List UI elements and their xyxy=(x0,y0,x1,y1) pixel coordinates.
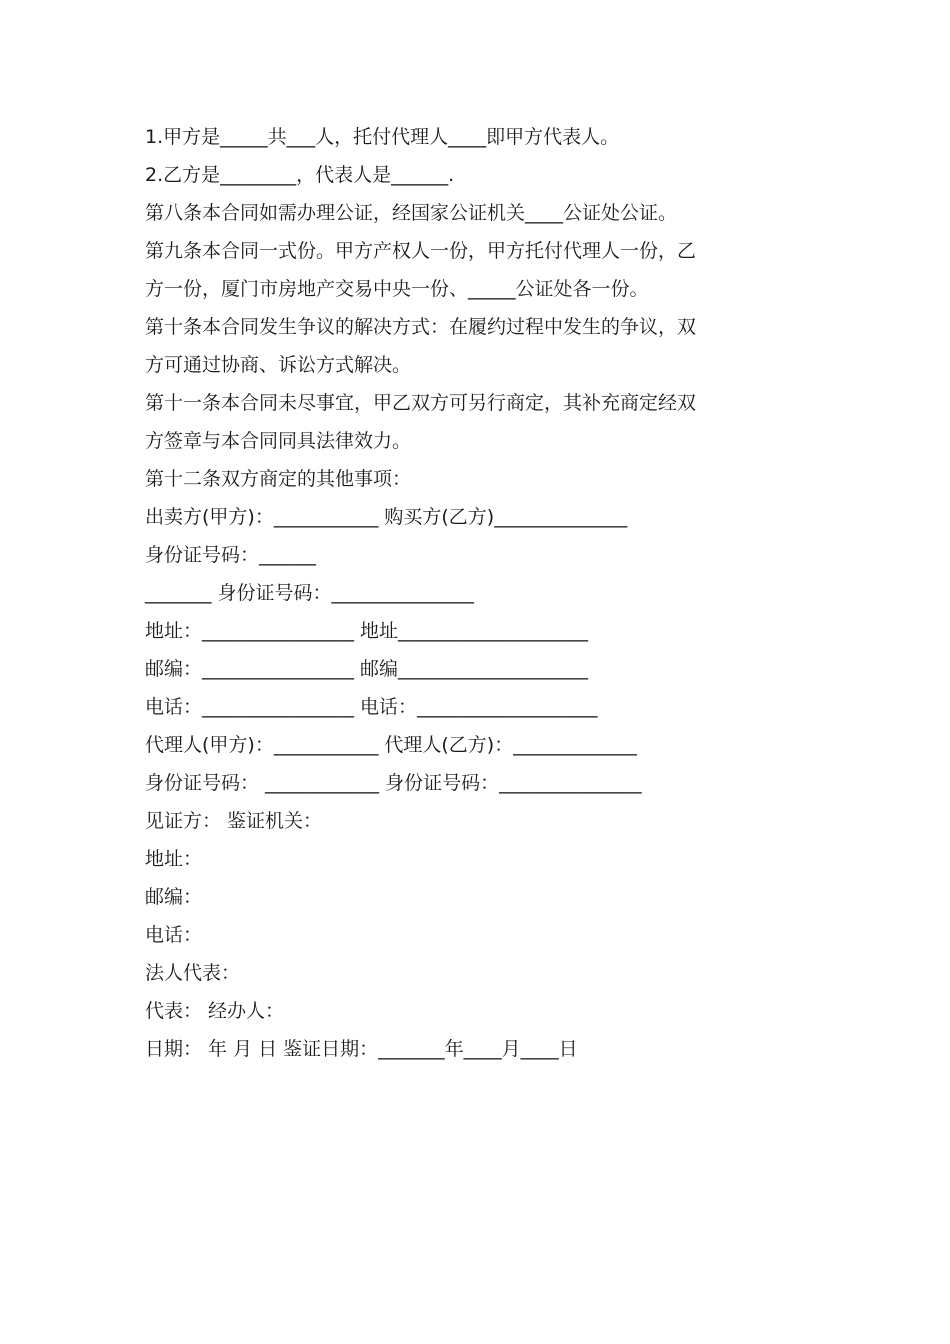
clause-party-b: 2.乙方是________，代表人是______. xyxy=(145,164,455,186)
article-12: 第十二条双方商定的其他事项： xyxy=(145,468,412,490)
article-11-line-1: 第十一条本合同未尽事宜，甲乙双方可另行商定，其补充商定经双 xyxy=(145,392,697,414)
agent-id-line: 身份证号码： ____________ 身份证号码：_______________ xyxy=(145,772,642,794)
address-line: 地址：________________ 地址____________________ xyxy=(145,620,589,642)
article-10-line-2: 方可通过协商、诉讼方式解决。 xyxy=(145,354,412,376)
witness-phone: 电话： xyxy=(145,924,203,946)
agent-line: 代理人(甲方)：___________ 代理人(乙方)：_____________ xyxy=(145,734,637,756)
legal-representative: 法人代表： xyxy=(145,962,241,984)
witness-address: 地址： xyxy=(145,848,203,870)
seller-id-line: 身份证号码：______ xyxy=(145,544,317,566)
representative-handler: 代表： 经办人： xyxy=(145,1000,285,1022)
date-line: 日期： 年 月 日 鉴证日期：_______年____月____日 xyxy=(145,1038,578,1060)
seller-buyer-line: 出卖方(甲方)：___________ 购买方(乙方)______________ xyxy=(145,506,628,528)
witness-postcode: 邮编： xyxy=(145,886,203,908)
clause-party-a: 1.甲方是_____共___人，托付代理人____即甲方代表人。 xyxy=(145,126,620,148)
postcode-line: 邮编：________________ 邮编____________________ xyxy=(145,658,589,680)
article-11-line-2: 方签章与本合同同具法律效力。 xyxy=(145,430,412,452)
phone-line: 电话：________________ 电话：___________________ xyxy=(145,696,598,718)
witness-line: 见证方： 鉴证机关： xyxy=(145,810,323,832)
article-9-line-2: 方一份，厦门市房地产交易中央一份、_____公证处各一份。 xyxy=(145,278,649,300)
article-9-line-1: 第九条本合同一式份。甲方产权人一份，甲方托付代理人一份，乙 xyxy=(145,240,697,262)
article-10-line-1: 第十条本合同发生争议的解决方式：在履约过程中发生的争议，双 xyxy=(145,316,697,338)
document-page xyxy=(145,118,815,1068)
buyer-id-line: _______ 身份证号码：_______________ xyxy=(145,582,475,604)
article-8: 第八条本合同如需办理公证，经国家公证机关____公证处公证。 xyxy=(145,202,678,224)
